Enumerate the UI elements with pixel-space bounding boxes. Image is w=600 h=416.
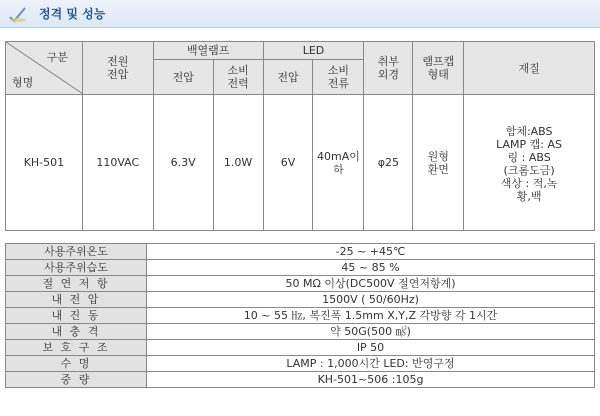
header-inc-power: 소비 전력 xyxy=(213,60,263,95)
row-value: 1500V ( 50/60Hz) xyxy=(147,292,595,308)
row-label: 내 전 압 xyxy=(6,292,147,308)
header-gubun: 구분 xyxy=(46,51,68,64)
header-inc-voltage: 전압 xyxy=(153,60,213,95)
cell-material xyxy=(464,95,595,231)
table-row xyxy=(6,276,595,292)
row-value: 45 ~ 85 % xyxy=(147,260,595,276)
table-row xyxy=(6,324,595,340)
material-line: (크롬도금) xyxy=(503,163,555,177)
row-label: 사용주위온도 xyxy=(6,244,147,260)
section-header xyxy=(0,0,600,28)
row-label: 중 량 xyxy=(6,372,147,388)
table-row xyxy=(6,356,595,372)
cell-power-voltage: 110VAC xyxy=(82,95,153,231)
material-line: 링 : ABS xyxy=(507,150,551,164)
table-row xyxy=(6,292,595,308)
header-incandescent: 백열램프 xyxy=(153,42,263,60)
header-material: 재질 xyxy=(464,42,595,95)
table-row xyxy=(6,260,595,276)
header-led-voltage: 전압 xyxy=(263,60,313,95)
spec-table xyxy=(5,41,595,231)
performance-table xyxy=(5,243,595,388)
pencil-check-icon xyxy=(8,5,28,23)
table-row xyxy=(6,244,595,260)
header-led-current: 소비 전류 xyxy=(313,60,364,95)
section-title: 정격 및 성능 xyxy=(39,7,106,21)
row-value: IP 50 xyxy=(147,340,595,356)
cell-inc-power: 1.0W xyxy=(213,95,263,231)
header-model: 형명 xyxy=(12,76,34,89)
material-line: 함체:ABS xyxy=(505,124,553,138)
header-mount: 취부 외경 xyxy=(364,42,413,95)
header-cap-shape: 램프캡 형태 xyxy=(413,42,464,95)
row-value: LAMP : 1,000시간 LED: 반영구정 xyxy=(147,356,595,372)
row-label: 보 호 구 조 xyxy=(6,340,147,356)
row-label: 수 명 xyxy=(6,356,147,372)
row-value: 50 MΩ 이상(DC500V 절연저항계) xyxy=(147,276,595,292)
row-value: -25 ~ +45℃ xyxy=(147,244,595,260)
cell-led-current: 40mA이 하 xyxy=(313,95,364,231)
material-line: 색상 : 적,녹 xyxy=(500,176,558,190)
header-corner-cell xyxy=(6,42,83,95)
cell-led-voltage: 6V xyxy=(263,95,313,231)
material-line: LAMP 캡: AS xyxy=(496,137,563,151)
row-label: 내 진 동 xyxy=(6,308,147,324)
header-led: LED xyxy=(263,42,364,60)
material-line: 황,백 xyxy=(516,189,542,203)
row-label: 내 충 격 xyxy=(6,324,147,340)
row-value: 약 50G(500 ㎨) xyxy=(147,324,595,340)
row-label: 절 연 저 항 xyxy=(6,276,147,292)
cell-model: KH-501 xyxy=(6,95,83,231)
cell-mount: φ25 xyxy=(364,95,413,231)
cell-cap-shape: 원형 환면 xyxy=(413,95,464,231)
header-power-voltage: 전원 전압 xyxy=(82,42,153,95)
row-value: KH-501~506 :105g xyxy=(147,372,595,388)
cell-inc-voltage: 6.3V xyxy=(153,95,213,231)
table-row xyxy=(6,308,595,324)
table-row xyxy=(6,340,595,356)
row-value: 10 ~ 55 ㎐, 복진폭 1.5mm X,Y,Z 각방향 각 1시간 xyxy=(147,308,595,324)
row-label: 사용주위습도 xyxy=(6,260,147,276)
table-row xyxy=(6,372,595,388)
